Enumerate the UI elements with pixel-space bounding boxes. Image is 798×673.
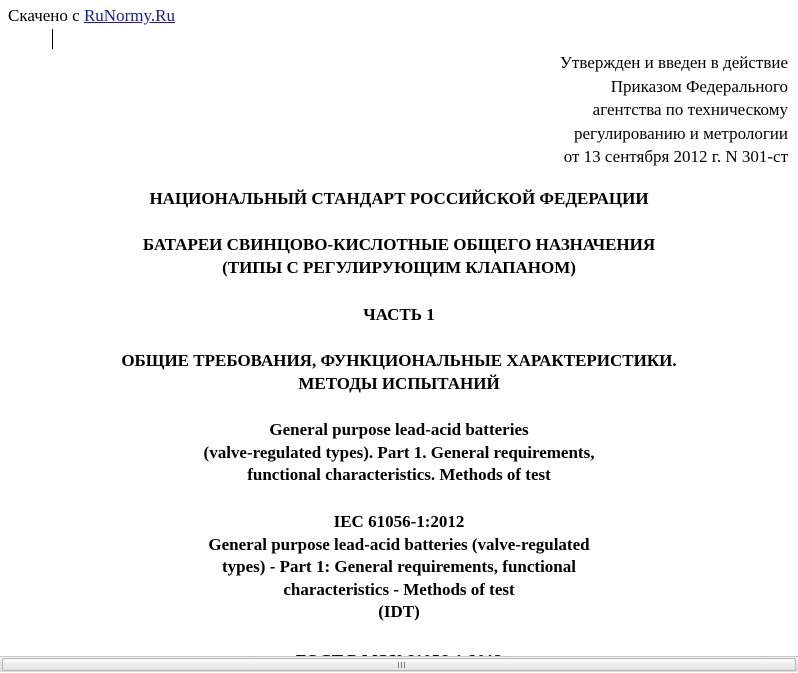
iec-line: (IDT) bbox=[378, 602, 420, 621]
horizontal-scrollbar[interactable] bbox=[0, 656, 798, 672]
iec-line: types) - Part 1: General requirements, functional bbox=[222, 557, 576, 576]
national-standard-heading bbox=[0, 188, 798, 211]
subtitle-line: МЕТОДЫ ИСПЫТАНИЙ bbox=[298, 373, 500, 393]
iec-line: General purpose lead-acid batteries (valve-regulated bbox=[208, 534, 590, 554]
approval-block bbox=[560, 51, 788, 169]
text-caret bbox=[52, 29, 53, 49]
grip-lines-icon bbox=[398, 662, 407, 668]
title-line: (ТИПЫ С РЕГУЛИРУЮЩИМ КЛАПАНОМ) bbox=[222, 257, 576, 277]
english-title-line: General purpose lead-acid batteries bbox=[269, 420, 529, 439]
part-heading bbox=[0, 304, 798, 327]
part-line: ЧАСТЬ 1 bbox=[363, 305, 435, 324]
title-line: БАТАРЕИ СВИНЦОВО-КИСЛОТНЫЕ ОБЩЕГО НАЗНАЧЕНИЯ bbox=[142, 235, 656, 254]
iec-line: IEC 61056-1:2012 bbox=[333, 512, 465, 531]
iec-reference bbox=[0, 511, 798, 624]
approval-line: регулированию и метрологии bbox=[573, 123, 788, 143]
english-title-line: (valve-regulated types). Part 1. General requirements, bbox=[203, 442, 595, 462]
source-link[interactable]: RuNormy.Ru bbox=[83, 6, 175, 25]
iec-line: characteristics - Methods of test bbox=[283, 579, 515, 599]
approval-line: Приказом Федерального bbox=[610, 76, 788, 96]
source-line bbox=[8, 6, 175, 26]
approval-line: от 13 сентября 2012 г. N 301-ст bbox=[563, 147, 788, 166]
approval-line: Утвержден и введен в действие bbox=[559, 53, 788, 72]
approval-line: агентства по техническому bbox=[592, 100, 788, 119]
english-title bbox=[0, 419, 798, 487]
subtitle-line: ОБЩИЕ ТРЕБОВАНИЯ, ФУНКЦИОНАЛЬНЫЕ ХАРАКТЕРИСТИКИ. bbox=[121, 351, 677, 370]
document-title bbox=[0, 234, 798, 279]
english-title-line: functional characteristics. Methods of test bbox=[247, 465, 551, 484]
heading-line: НАЦИОНАЛЬНЫЙ СТАНДАРТ РОССИЙСКОЙ ФЕДЕРАЦИИ bbox=[149, 189, 649, 208]
scrollbar-thumb[interactable] bbox=[2, 658, 796, 671]
document-subtitle bbox=[0, 350, 798, 395]
source-prefix: Скачено с bbox=[8, 6, 80, 25]
